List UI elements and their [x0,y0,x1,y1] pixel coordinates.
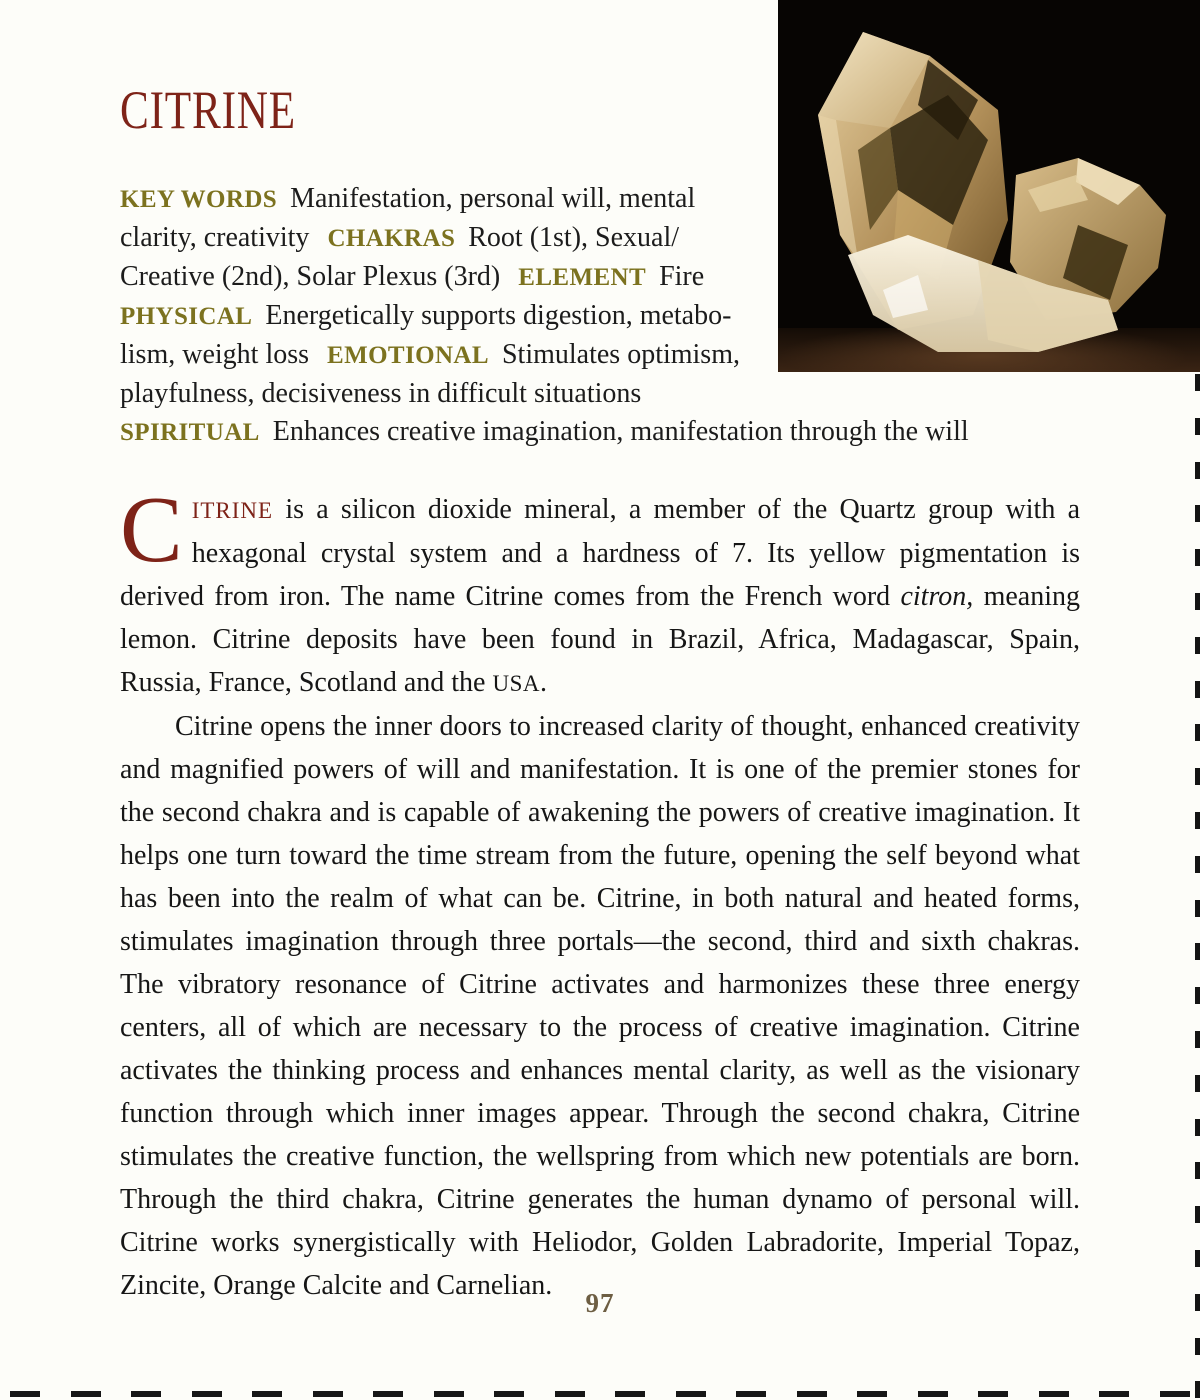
edge-tick [1195,681,1200,698]
edge-dash [373,1391,403,1397]
edge-dash [676,1391,706,1397]
edge-dash [615,1391,645,1397]
paragraph-1-text: meaning lemon. Citrine deposits have been found in Brazil, Africa, Madagascar, Spain, Russia, France, Scotland and the [120,581,1080,698]
edge-dash [494,1391,524,1397]
property-text: Fire [659,261,705,292]
paragraph-1 [120,478,1080,705]
properties-block [120,180,780,413]
edge-tick [1195,1075,1200,1092]
edge-tick [1195,1381,1200,1398]
property-line [120,219,780,258]
edge-dash [252,1391,282,1397]
edge-tick [1195,1206,1200,1223]
edge-tick [1195,724,1200,741]
page-content [120,80,1080,1307]
property-text: Stimulates optimism, [501,339,740,370]
property-line [120,180,780,219]
body-text [120,478,1080,1307]
property-line [120,297,780,336]
paragraph-2: Citrine opens the inner doors to increased clarity of thought, enhanced creativity and magnified powers of will and manifestation. It is one of the premier stones for the second chakra and is capable of awakening the powers of creative imagination. It helps one turn toward the time stream from the future, opening the self beyond what has been into the realm of what can be. Citrine, in both natural and heated forms, stimulates imagination through three portals—the second, third and sixth chakras. The vibratory resonance of Citrine activates and harmonizes these three energy centers, all of which are necessary to the process of creative imagination. Citrine activates the thinking process and enhances mental clarity, as well as the visionary function through which inner images appear. Through the second chakra, Citrine stimulates the creative function, the wellspring from which new potentials are born. Through the third chakra, Citrine generates the human dynamo of personal will. Citrine works synergistically with Heliodor, Golden Labradorite, Imperial Topaz, Zincite, Orange Calcite and Carnelian. [120,711,1080,1301]
property-line [120,258,780,297]
property-text: lism, weight loss [120,339,310,370]
property-text: clarity, creativity [120,222,310,253]
property-label: EMOTIONAL [327,342,489,369]
edge-dash [131,1391,161,1397]
property-line [120,413,1080,452]
property-label: KEY WORDS [120,186,278,213]
edge-tick [1195,856,1200,873]
edge-dash [918,1391,948,1397]
edge-dash [797,1391,827,1397]
edge-tick [1195,505,1200,522]
page-edge-right-marks [1194,374,1200,1400]
edge-tick [1195,1250,1200,1267]
property-text: Enhances creative imagination, manifestation through the will [272,416,969,447]
edge-tick [1195,374,1200,391]
property-label: CHAKRAS [327,225,456,252]
citron-italic: citron, [900,581,974,612]
edge-dash [1160,1391,1190,1397]
property-text: playfulness, decisiveness in difficult situations [120,378,642,409]
page-number: 97 [585,1288,615,1318]
edge-dash [71,1391,101,1397]
edge-tick [1195,943,1200,960]
drop-cap: C [120,478,183,582]
edge-dash [313,1391,343,1397]
edge-tick [1195,1162,1200,1179]
page-title: CITRINE [120,80,296,140]
edge-dash [555,1391,585,1397]
usa-small-caps: USA [492,671,540,696]
page-edge-bottom-marks [0,1391,1200,1397]
edge-dash [1099,1391,1129,1397]
edge-tick [1195,1119,1200,1136]
edge-tick [1195,1338,1200,1355]
lead-small-caps: ITRINE [191,498,274,523]
edge-dash [736,1391,766,1397]
edge-dash [857,1391,887,1397]
edge-tick [1195,812,1200,829]
property-line [120,375,780,413]
edge-dash [10,1391,40,1397]
edge-tick [1195,418,1200,435]
edge-dash [434,1391,464,1397]
edge-tick [1195,462,1200,479]
edge-dash [192,1391,222,1397]
property-label: PHYSICAL [120,303,253,330]
edge-dash [978,1391,1008,1397]
edge-tick [1195,987,1200,1004]
paragraph-1-text: is a silicon dioxide mineral, a member of the Quartz group with a hexagonal crystal system and a hardness of 7. Its yellow pigmentation is derived from iron. The name Citrine comes from the French word [120,494,1080,612]
property-text: Manifestation, personal will, mental [290,183,696,214]
property-text: Root (1st), Sexual/ [468,222,680,253]
edge-tick [1195,768,1200,785]
edge-tick [1195,1031,1200,1048]
spiritual-line [120,413,1080,452]
property-line [120,336,780,375]
paragraph-1-text: . [540,667,547,698]
property-text: Creative (2nd), Solar Plexus (3rd) [120,261,501,292]
property-text: Energetically supports digestion, metabo- [265,300,732,331]
edge-tick [1195,549,1200,566]
edge-tick [1195,900,1200,917]
property-label: ELEMENT [518,264,647,291]
edge-tick [1195,637,1200,654]
edge-tick [1195,593,1200,610]
edge-tick [1195,1294,1200,1311]
property-label: SPIRITUAL [120,419,260,446]
edge-dash [1039,1391,1069,1397]
